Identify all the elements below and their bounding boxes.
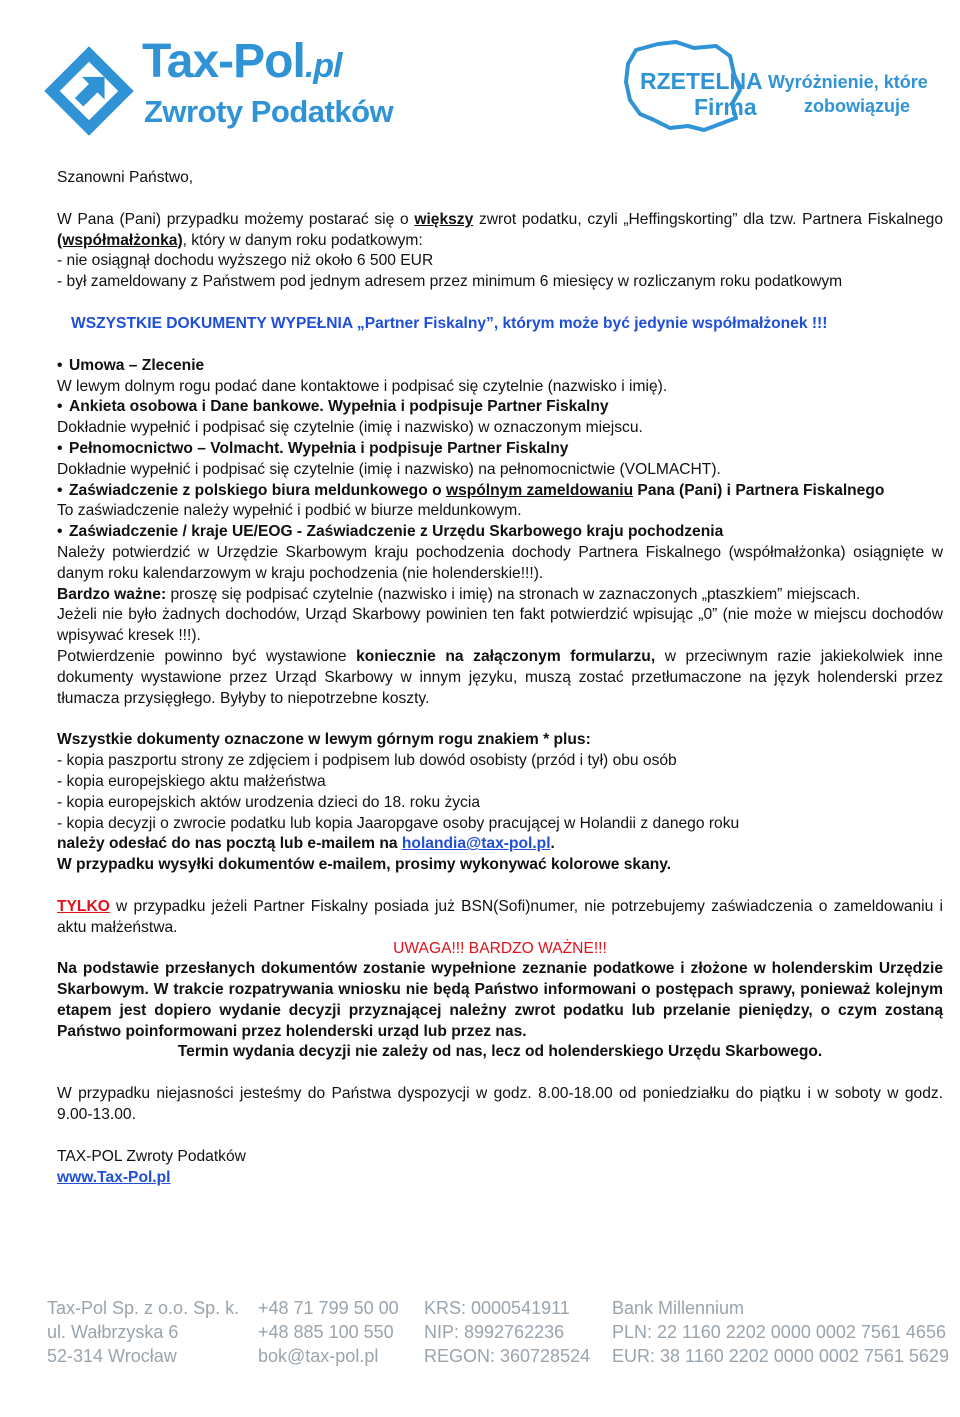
doc-tax-office-text: Należy potwierdzić w Urzędzie Skarbowym kraju pochodzenia dochody Partnera Fiskalnego (współmałżonka) osiągnięte w danym roku kalendarzowym w kraju pochodzenia (nie holenderskie!!!). <box>57 543 943 582</box>
confirmation-note: Potwierdzenie powinno być wystawione koniecznie na załączonym formularzu, w przeciwnym razie jakiekolwiek inne dokumenty wystawione przez Urząd Skarbowy w innym języku, muszą zostać przetłumaczone na język holenderski przez tłumacza przysięgłego. Byłyby to niepotrzebne koszty. <box>57 647 943 707</box>
doc-contract-title: • Umowa – Zlecenie <box>57 356 943 377</box>
send-instruction: należy odesłać do nas pocztą lub e-mailem na holandia@tax-pol.pl. <box>57 835 555 853</box>
bigger-emphasis: większy <box>414 210 474 228</box>
spouse-notice: WSZYSTKIE DOKUMENTY WYPEŁNIA „Partner Fiskalny”, którym może być jedynie współmałżonek !!! <box>71 314 828 332</box>
logo-domain: .pl <box>304 47 342 85</box>
color-scan-note: W przypadku wysyłki dokumentów e-mailem, prosimy wykonywać kolorowe skany. <box>57 856 672 874</box>
footer-phone-2[interactable]: +48 885 100 550 <box>258 1322 394 1342</box>
tax-pol-logo <box>44 35 394 138</box>
marked-documents-heading: Wszystkie dokumenty oznaczone w lewym górnym rogu znakiem * plus: <box>57 731 591 749</box>
no-income-note: Jeżeli nie było żadnych dochodów, Urząd Skarbowy powinien ten fakt potwierdzić wpisując „0” (nie może w miejscu dochodów wpisywać kresek !!!). <box>57 606 943 645</box>
footer-nip: NIP: 8992762236 <box>424 1322 565 1342</box>
doc-tax-office-title: • Zaświadczenie / kraje UE/EOG - Zaświadczenie z Urzędu Skarbowego kraju pochodzenia <box>57 522 943 543</box>
rzetelna-firma-badge <box>618 38 958 138</box>
footer-account-eur: EUR: 38 1160 2202 0000 0002 7561 5629 <box>612 1346 949 1366</box>
contact-hours: W przypadku niejasności jesteśmy do Państwa dyspozycji w godz. 8.00-18.00 od poniedziałku do piątku i w soboty w godz. 9.00-13.00. <box>57 1085 943 1124</box>
only-emphasis: TYLKO <box>57 897 110 915</box>
award-motto-line1: Wyróżnienie, które <box>768 72 928 92</box>
bsn-note: TYLKO w przypadku jeżeli Partner Fiskalny posiada już BSN(Sofi)numer, nie potrzebujemy zaświadczenia o zameldowaniu i aktu małżeństwa. <box>57 897 943 936</box>
footer-regon: REGON: 360728524 <box>424 1346 591 1366</box>
footer-city: 52-314 Wrocław <box>47 1346 177 1366</box>
company-footer <box>0 1296 960 1376</box>
award-title-line2: Firma <box>694 94 757 120</box>
important-note: Bardzo ważne: proszę się podpisać czytelnie (nazwisko i imię) na stronach w zaznaczonych „ptaszkiem” miejscach. <box>57 585 861 603</box>
doc-poa-title: • Pełnomocnictwo – Volmacht. Wypełnia i podpisuje Partner Fiskalny <box>57 439 943 460</box>
greeting: Szanowni Państwo, <box>57 169 194 186</box>
footer-contact-column <box>258 1296 399 1368</box>
joint-registration-emphasis: wspólnym zameldowaniu <box>445 481 634 499</box>
footer-krs: KRS: 0000541911 <box>424 1298 570 1318</box>
logo-subtitle: Zwroty Podatków <box>144 94 394 129</box>
email-link[interactable]: holandia@tax-pol.pl <box>401 835 551 853</box>
doc-poa-text: Dokładnie wypełnić i podpisać się czytelnie (imię i nazwisko) na pełnomocnictwie (VOLMACHT). <box>57 460 721 478</box>
award-motto-line2: zobowiązuje <box>804 96 911 116</box>
copy-birth: - kopia europejskich aktów urodzenia dzieci do 18. roku życia <box>57 793 480 811</box>
letter-body <box>57 168 943 1188</box>
condition-income: - nie osiągnął dochodu wyższego niż około 6 500 EUR <box>57 252 434 270</box>
doc-registration-text: To zaświadczenie należy wypełnić i podbić w biurze meldunkowym. <box>57 502 522 520</box>
intro-paragraph: W Pana (Pani) przypadku możemy postarać się o większy zwrot podatku, czyli „Heffingskorting” dla tzw. Partnera Fiskalnego (współmałżonka), który w danym roku podatkowym: <box>57 210 943 249</box>
doc-registration-title: • Zaświadczenie z polskiego biura meldunkowego o wspólnym zameldowaniu Pana (Pani) i Partnera Fiskalnego <box>57 481 943 502</box>
doc-survey-text: Dokładnie wypełnić i podpisać się czytelnie (imię i nazwisko) w oznaczonym miejscu. <box>57 419 643 437</box>
condition-address: - był zameldowany z Państwem pod jednym adresem przez minimum 6 miesięcy w rozliczanym roku podatkowym <box>57 273 843 291</box>
footer-company: Tax-Pol Sp. z o.o. Sp. k. <box>47 1298 240 1318</box>
footer-email[interactable]: bok@tax-pol.pl <box>258 1346 379 1366</box>
logo-name: Tax-Pol.pl <box>142 35 342 88</box>
doc-contract-text: W lewym dolnym rogu podać dane kontaktowe i podpisać się czytelnie (nazwisko i imię). <box>57 377 668 395</box>
footer-address-column <box>47 1296 239 1368</box>
footer-registry-column <box>424 1296 590 1368</box>
decision-note: Termin wydania decyzji nie zależy od nas, lecz od holenderskiego Urzędu Skarbowego. <box>177 1043 823 1061</box>
copy-passport: - kopia paszportu strony ze zdjęciem i podpisem lub dowód osobisty (przód i tył) obu osób <box>57 752 677 770</box>
copy-marriage: - kopia europejskiego aktu małżeństwa <box>57 772 326 790</box>
spouse-emphasis: (współmałżonka) <box>57 231 183 249</box>
doc-survey-title: • Ankieta osobowa i Dane bankowe. Wypełnia i podpisuje Partner Fiskalny <box>57 397 943 418</box>
footer-bank-name: Bank Millennium <box>612 1298 745 1318</box>
website-link[interactable]: www.Tax-Pol.pl <box>57 1168 171 1186</box>
letterhead <box>0 0 960 150</box>
footer-street: ul. Wałbrzyska 6 <box>47 1322 179 1342</box>
logo-mark-icon <box>44 46 134 136</box>
warning-heading: UWAGA!!! BARDZO WAŻNE!!! <box>393 939 607 957</box>
footer-bank-column <box>612 1296 949 1368</box>
award-title-line1: RZETELNA <box>640 68 763 94</box>
copy-tax-decision: - kopia decyzji o zwrocie podatku lub kopia Jaaropgave osoby pracującej w Holandii z danego roku <box>57 814 740 832</box>
footer-phone-1[interactable]: +48 71 799 50 00 <box>258 1298 399 1318</box>
signature: TAX-POL Zwroty Podatków <box>57 1147 246 1165</box>
footer-account-pln: PLN: 22 1160 2202 0000 0002 7561 4656 <box>612 1322 946 1342</box>
warning-text: Na podstawie przesłanych dokumentów zostanie wypełnione zeznanie podatkowe i złożone w holenderskim Urzędzie Skarbowym. W trakcie rozpatrywania wniosku nie będą Państwo informowani o postępach sprawy, ponieważ kolejnym etapem jest dopiero wydanie decyzji przyznającej należny zwrot podatku lub przelanie pieniędzy, o czym zostaną Państwo poinformowani przez holenderski urząd lub przez nas. <box>57 960 943 1040</box>
